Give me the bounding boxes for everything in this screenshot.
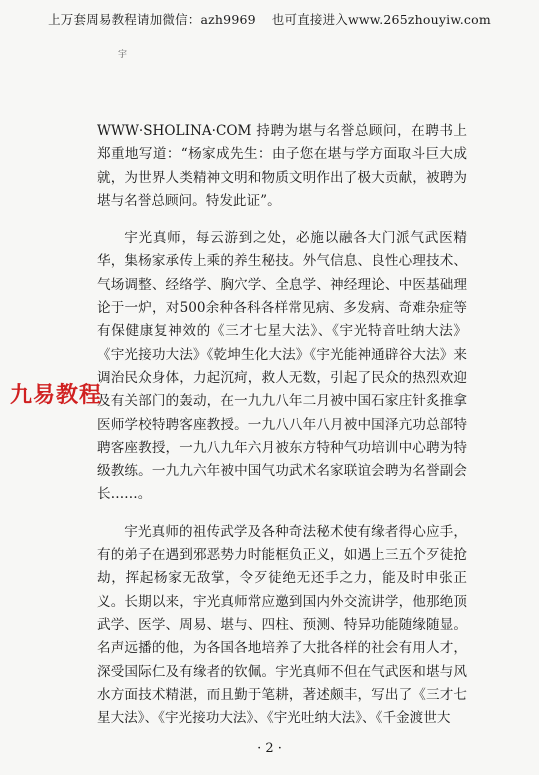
header-website-text: 也可直接进入www.265zhouyiw.com [271, 12, 491, 27]
page-header [0, 10, 539, 28]
page-number: · 2 · [257, 741, 282, 756]
paragraph-2: 宇光真师，每云游到之处，必施以融各大门派气武医精华，集杨家承传上乘的养生秘技。外气信息、良性心理技术、气场调整、经络学、胸穴学、全息学、神经理论、中医基础理论于一炉，对500余种各科各样常见病、多发病、奇难杂症等有保健康复神效的《三才七星大法》、《宇光特音吐纳大法》《宇光接功大法》《乾坤生化大法》《宇光能神通辟谷大法》来调治民众身体，力起沉疴，救人无数，引起了民众的热烈欢迎及有关部门的轰动，在一九九八年二月被中国石家庄针炙推拿医师学校特聘客座教授。一九八八年八月被中国泽亢功总部特聘客座教授，一九八九年六月被东方特种气功培训中心聘为特级教练。一九九六年被中国气功武术名家联谊会聘为名誉副会长……。 [97, 230, 467, 503]
paragraph-3: 宇光真师的祖传武学及各种奇法秘术使有缘者得心应手，有的弟子在遇到邪恶势力时能框负正义，如遇上三五个歹徒抢劫，挥起杨家无敌掌，令歹徒绝无还手之力，能及时申张正义。长期以来，宇光真师常应邀到国内外交流讲学，他那绝顶武学、医学、周易、堪与、四柱、预测、特异功能随缘随显。名声远播的他，为各国各地培养了大批各样的社会有用人才，深受国际仁及有缘者的钦佩。宇光真师不但在气武医和堪与风水方面技术精湛，而且勤于笔耕，著述颇丰，写出了《三才七星大法》、《宇光接功大法》、《宇光吐纳大法》、《千金渡世大 [97, 523, 467, 727]
top-mark: 宇 [118, 50, 128, 60]
paragraph-1: WWW·SHOLINA·COM 持聘为堪与名誉总顾问，在聘书上郑重地写道：“杨家成先生：由子您在堪与学方面取斗巨大成就，为世界人类精神文明和物质文明作出了极大贡献，被聘为堪与名誉总顾问。特发此证”。 [97, 123, 467, 209]
watermark-logo: 九易教程 [10, 383, 103, 408]
document-body [97, 120, 467, 730]
header-wechat-text: 上万套周易教程请加微信：azh9969 [48, 12, 256, 27]
